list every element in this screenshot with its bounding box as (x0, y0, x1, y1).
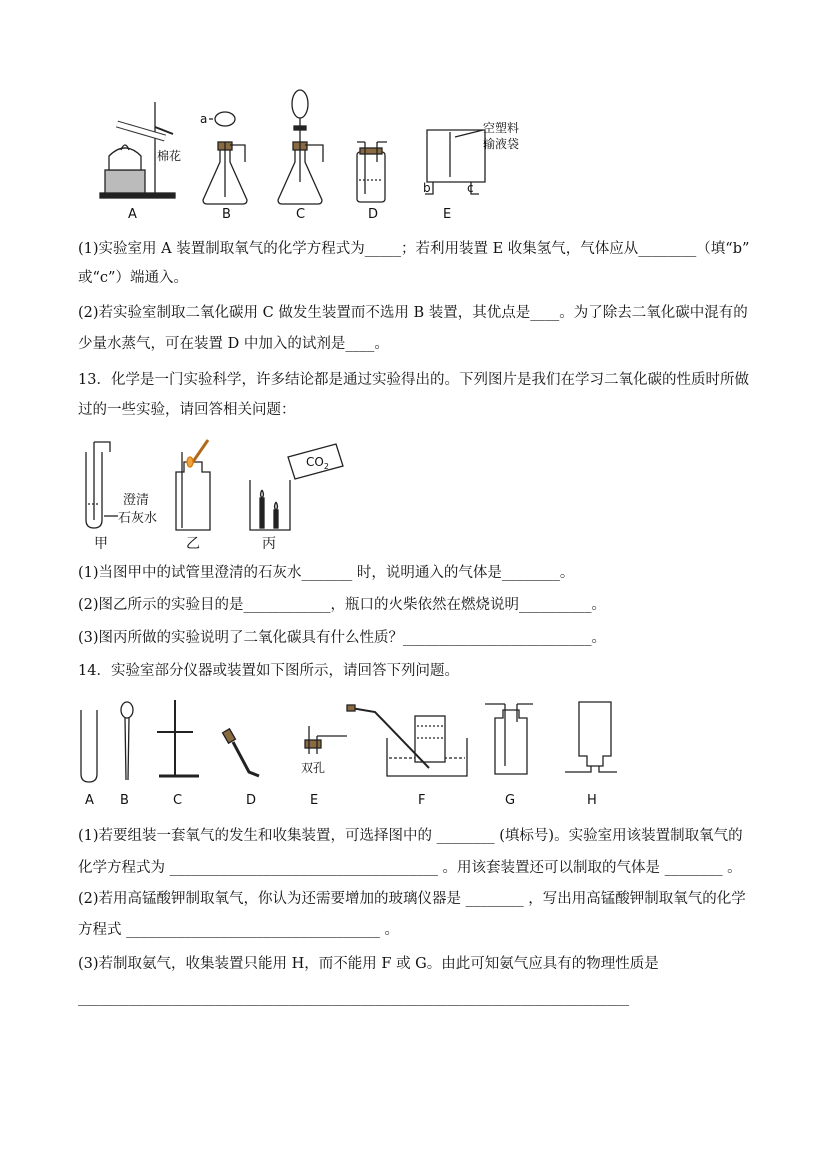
fig14-label-f: F (418, 793, 426, 808)
q14-answer-line: ____________________________________________________________________________ (78, 990, 629, 1006)
q13-stem-line1: 13．化学是一门实验科学，许多结论都是通过实验得出的。下列图片是我们在学习二氧化碳的性质时所做 (78, 372, 749, 388)
fig12-label-c: C (296, 207, 306, 222)
q14-part3: (3)若制取氨气，收集装置只能用 H，而不能用 F 或 G。由此可知氨气应具有的物理性质是 (78, 956, 659, 972)
fig14-label-h: H (587, 793, 597, 808)
experiment-bing-beaker (250, 444, 343, 530)
fig14-label-e: E (310, 793, 319, 808)
q13-part1: (1)当图甲中的试管里澄清的石灰水_______ 时，说明通入的气体是________。 (78, 565, 575, 581)
experiment-yi-bottle (176, 440, 210, 530)
apparatus-f-water-trough (347, 705, 467, 776)
apparatus-b-flask (200, 112, 247, 204)
fig13-label-bing: 丙 (262, 536, 276, 552)
port-c-label: c (467, 181, 474, 195)
fig12-label-b: B (222, 207, 231, 222)
fig14-label-d: D (246, 793, 257, 808)
co2-label: $CO_2$ (306, 455, 329, 471)
apparatus-a-heating-setup (100, 102, 181, 198)
apparatus-d-delivery-tube (223, 729, 259, 776)
fig13-label-yi: 乙 (186, 536, 200, 552)
fig14-label-c: C (173, 793, 183, 808)
fig12-label-a: A (128, 207, 137, 222)
cotton-label: 棉花 (157, 149, 182, 163)
q12-part1-line2: 或“c”）端通入。 (78, 270, 188, 286)
q14-part1-line2: 化学方程式为 _____________________________________ 。用该套装置还可以制取的气体是 ________ 。 (78, 860, 742, 876)
figure-q14-apparatus (75, 692, 635, 814)
experiment-jia-test-tube (86, 442, 157, 528)
apparatus-b-dropper (121, 702, 133, 780)
q14-stem: 14．实验室部分仪器或装置如下图所示，请回答下列问题。 (78, 663, 459, 679)
q13-part3: (3)图丙所做的实验说明了二氧化碳具有什么性质？__________________________。 (78, 630, 607, 646)
q13-stem-line2: 过的一些实验，请回答相关问题： (78, 402, 296, 418)
q14-part2-line2: 方程式 ___________________________________ 。 (78, 922, 399, 938)
limewater-label-1: 澄清 (123, 493, 150, 508)
fig12-label-d: D (368, 207, 379, 222)
apparatus-h-inverted-bottle (565, 702, 617, 772)
two-hole-label: 双孔 (301, 761, 326, 775)
fig14-label-b: B (120, 793, 129, 808)
fig12-label-e: E (443, 207, 452, 222)
apparatus-a-test-tube (81, 710, 97, 782)
limewater-label-2: 石灰水 (118, 511, 158, 526)
apparatus-g-gas-bottle (485, 704, 533, 774)
apparatus-e-bag (423, 120, 519, 195)
q12-part1-line1: (1)实验室用 A 装置制取氧气的化学方程式为_____；若利用装置 E 收集氢气，气体应从________（填“b” (78, 241, 750, 257)
q14-part2-line1: (2)若用高锰酸钾制取氧气，你认为还需要增加的玻璃仪器是 ________ ，写出用高锰酸钾制取氧气的化学 (78, 891, 746, 907)
figure-q13-experiments (78, 432, 368, 554)
port-b-label: b (423, 181, 431, 195)
fig14-label-g: G (505, 793, 516, 808)
fig13-label-jia: 甲 (94, 536, 108, 552)
figure-q12-apparatus (95, 82, 545, 227)
apparatus-e-two-hole-stopper (301, 726, 347, 775)
apparatus-d-wash-bottle (357, 142, 387, 202)
q12-part2-line1: (2)若实验室制取二氧化碳用 C 做发生装置而不选用 B 装置，其优点是____。为了除去二氧化碳中混有的 (78, 305, 748, 321)
q12-part2-line2: 少量水蒸气，可在装置 D 中加入的试剂是____。 (78, 336, 389, 352)
apparatus-c-flask (278, 90, 323, 204)
fig14-label-a: A (85, 793, 94, 808)
bag-label-2: 输液袋 (483, 137, 520, 151)
q13-part2: (2)图乙所示的实验目的是____________，瓶口的火柴依然在燃烧说明__________。 (78, 597, 607, 613)
label-a-port: a (200, 112, 208, 126)
q14-part1-line1: (1)若要组装一套氧气的发生和收集装置，可选择图中的 ________ (填标号)。实验室用该装置制取氧气的 (78, 828, 743, 844)
bag-label-1: 空塑料 (483, 121, 520, 135)
apparatus-c-iron-stand (157, 700, 199, 776)
